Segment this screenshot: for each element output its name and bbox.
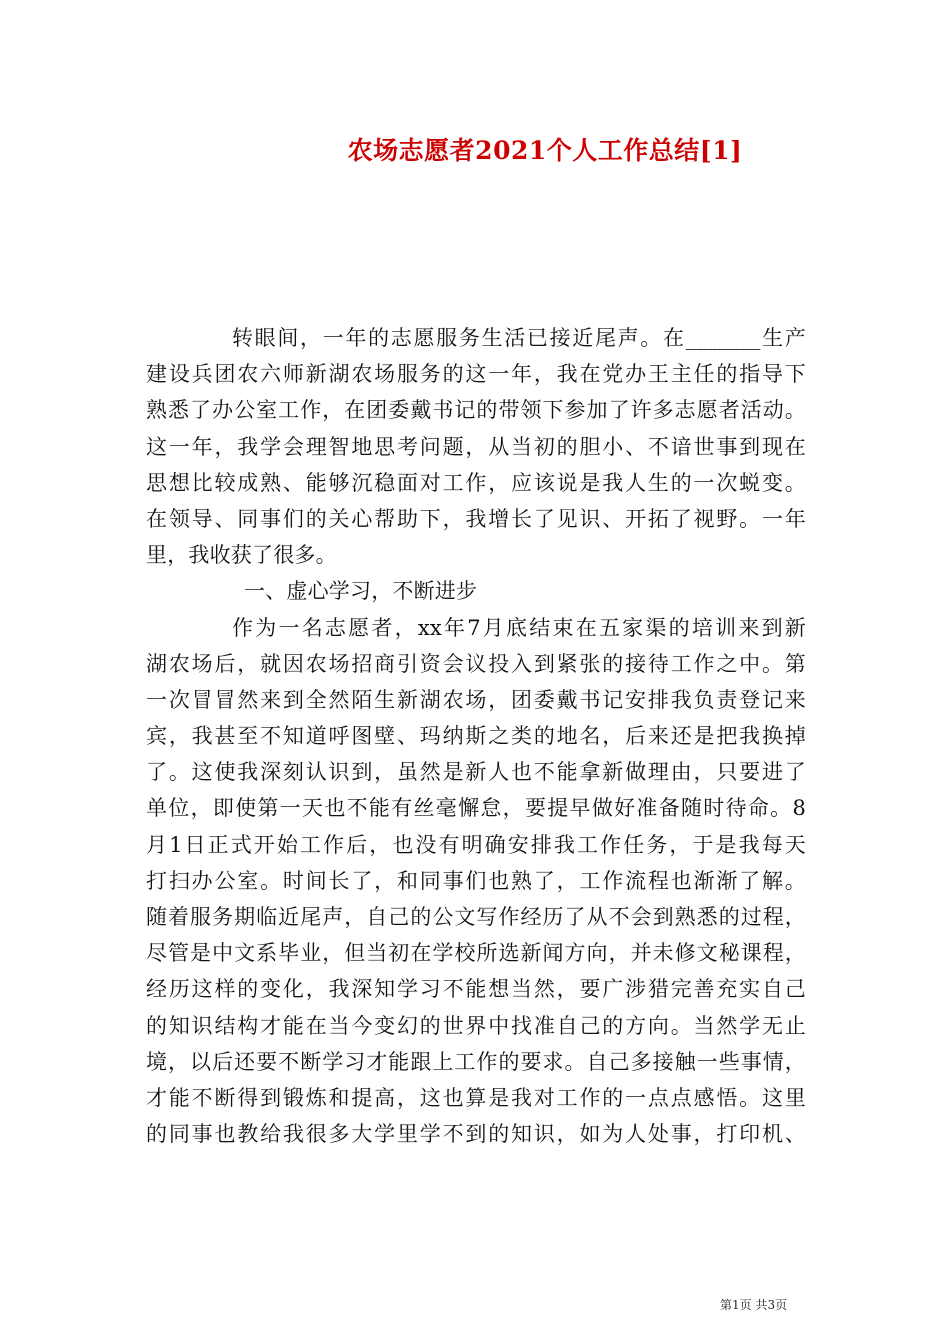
paragraph-line: 湖农场后，就因农场招商引资会议投入到紧张的接待工作之中。第 xyxy=(146,651,806,676)
paragraph-line: 的知识结构才能在当今变幻的世界中找准自己的方向。当然学无止 xyxy=(146,1013,806,1038)
paragraph-line: 随着服务期临近尾声，自己的公文写作经历了从不会到熟悉的过程， xyxy=(146,905,806,929)
paragraph-line: 宾，我甚至不知道呼图壁、玛纳斯之类的地名，后来还是把我换掉 xyxy=(146,724,806,749)
paragraph-line: 单位，即使第一天也不能有丝毫懈怠，要提早做好准备随时待命。8 xyxy=(146,796,806,821)
paragraph-line: 这一年，我学会理智地思考问题，从当初的胆小、不谙世事到现在 xyxy=(146,434,806,459)
paragraph-line: 一次冒冒然来到全然陌生新湖农场，团委戴书记安排我负责登记来 xyxy=(146,687,806,712)
paragraph-line: 境，以后还要不断学习才能跟上工作的要求。自己多接触一些事情， xyxy=(146,1049,806,1074)
paragraph-line: 熟悉了办公室工作，在团委戴书记的带领下参加了许多志愿者活动。 xyxy=(146,398,806,423)
paragraph-line: 月1日正式开始工作后，也没有明确安排我工作任务，于是我每天 xyxy=(146,832,806,857)
page-number: 第1页 共3页 xyxy=(720,1298,788,1312)
paragraph-line: 的同事也教给我很多大学里学不到的知识，如为人处事，打印机、 xyxy=(146,1122,806,1147)
paragraph-line: 建设兵团农六师新湖农场服务的这一年，我在党办王主任的指导下 xyxy=(146,362,806,387)
paragraph-line: 尽管是中文系毕业，但当初在学校所选新闻方向，并未修文秘课程， xyxy=(146,941,806,966)
paragraph-line: 在领导、同事们的关心帮助下，我增长了见识、开拓了视野。一年 xyxy=(146,506,806,531)
paragraph-line: 思想比较成熟、能够沉稳面对工作，应该说是我人生的一次蜕变。 xyxy=(146,470,806,495)
paragraph-line: 了。这使我深刻认识到，虽然是新人也不能拿新做理由，只要进了 xyxy=(146,760,806,785)
paragraph-line: 作为一名志愿者，xx年7月底结束在五家渠的培训来到新 xyxy=(232,615,806,640)
paragraph-line: 经历这样的变化，我深知学习不能想当然，要广涉猎完善充实自己 xyxy=(146,977,806,1002)
paragraph-line: 才能不断得到锻炼和提高，这也算是我对工作的一点点感悟。这里 xyxy=(146,1085,806,1110)
section-heading: 一、虚心学习，不断进步 xyxy=(244,579,478,604)
paragraph-line: 里，我收获了很多。 xyxy=(146,543,337,568)
paragraph-line: 打扫办公室。时间长了，和同事们也熟了，工作流程也渐渐了解。 xyxy=(146,868,806,893)
document-body xyxy=(146,320,806,1152)
paragraph-line: 转眼间，一年的志愿服务生活已接近尾声。在_______生产 xyxy=(232,326,806,350)
document-title: 农场志愿者2021个人工作总结[1] xyxy=(347,136,743,165)
